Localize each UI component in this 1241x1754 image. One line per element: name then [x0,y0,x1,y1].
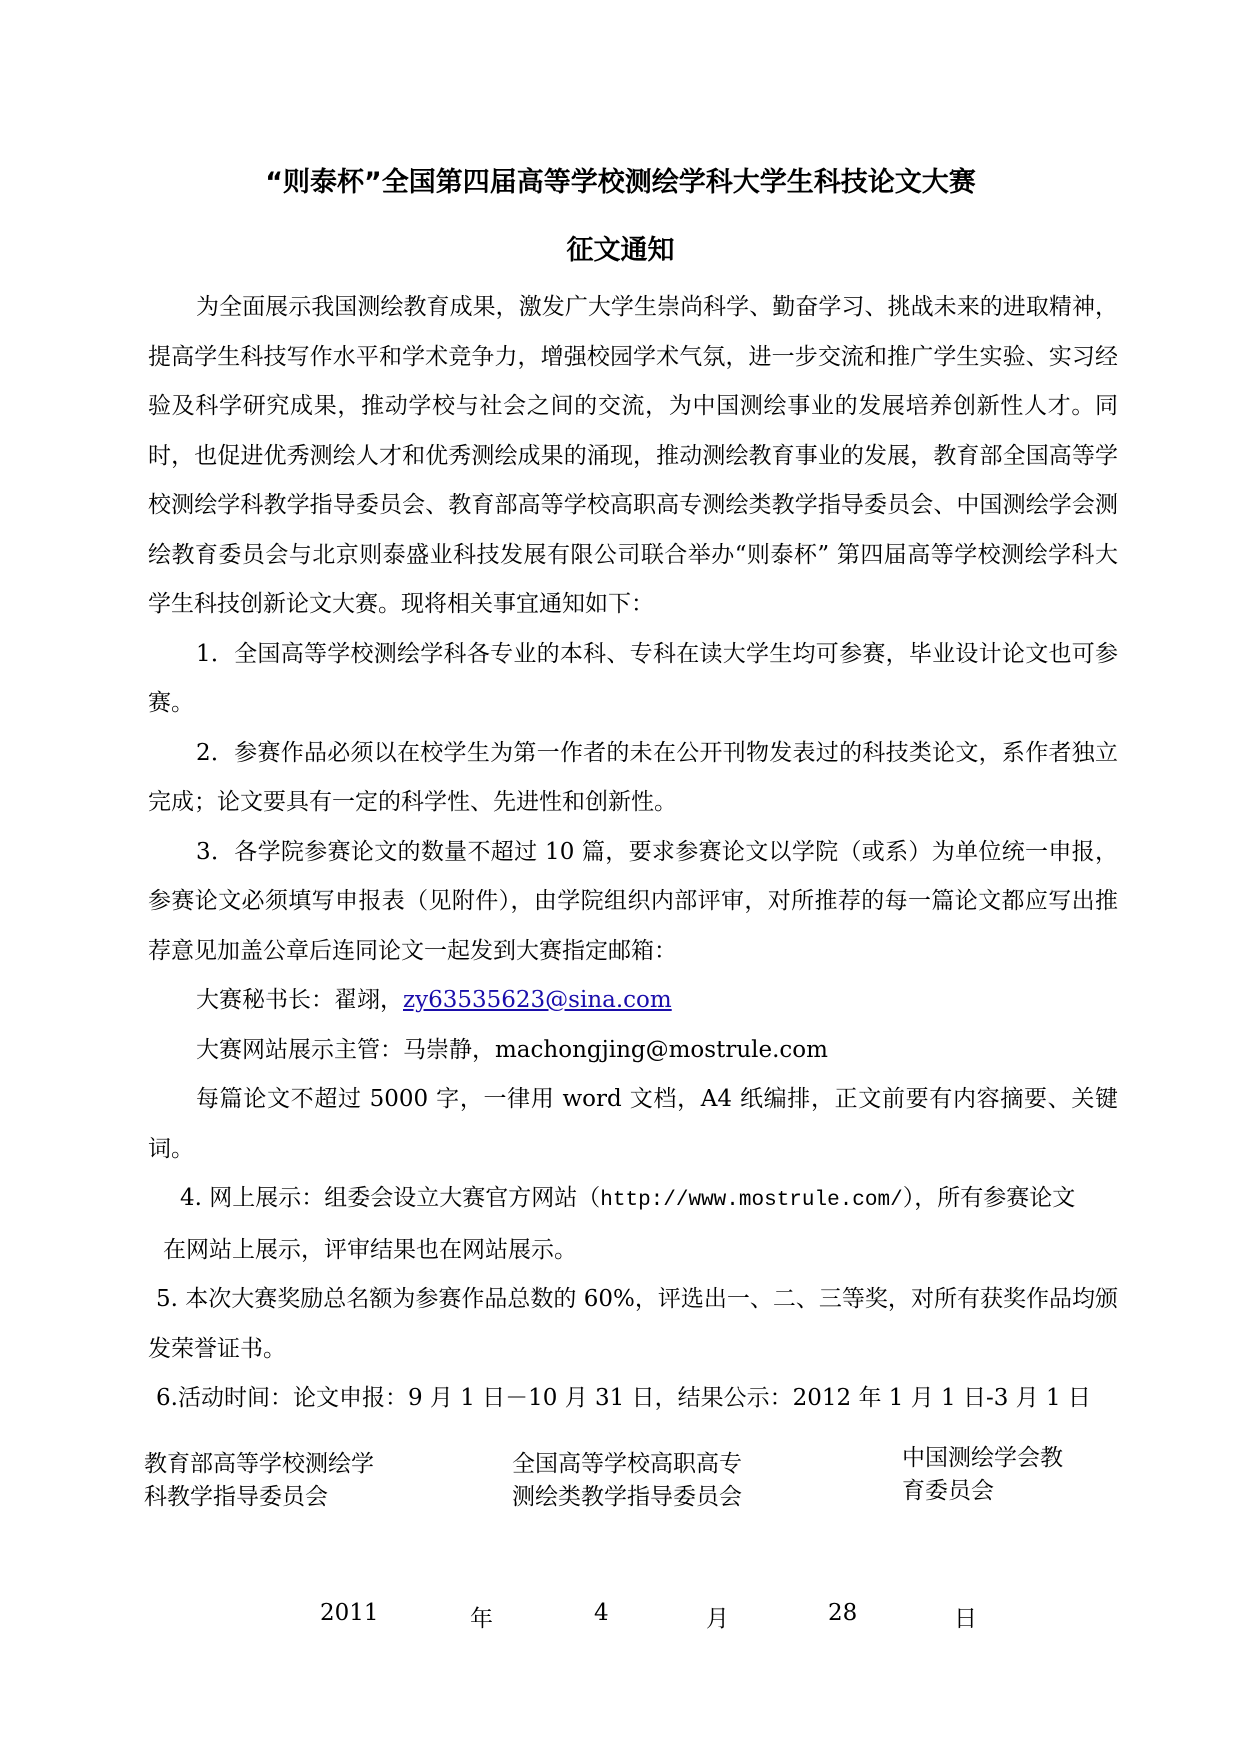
signature-3 [902,1442,1162,1508]
date-year: 2011 [320,1600,379,1626]
signature-1-line1: 教育部高等学校测绘学 [144,1451,374,1477]
item-4 [148,1174,1118,1226]
item-6: 6.活动时间：论文申报：9 月 1 日－10 月 31 日，结果公示：2012 年 1 月 1 日-3 月 1 日 [156,1385,1091,1411]
document-subtitle: 征文通知 [566,235,675,266]
signature-1 [144,1448,404,1514]
item-5: 5. 本次大赛奖励总名额为参赛作品总数的 60%，评选出一、二、三等奖，对所有获奖作品均颁发荣誉证书。 [148,1286,1118,1362]
intro-paragraph: 为全面展示我国测绘教育成果，激发广大学生崇尚科学、勤奋学习、挑战未来的进取精神，提高学生科技写作水平和学术竞争力，增强校园学术气氛，进一步交流和推广学生实验、实习经验及科学研究成果，推动学校与社会之间的交流，为中国测绘事业的发展培养创新性人才。同时，也促进优秀测绘人才和优秀测绘成果的涌现，推动测绘教育事业的发展，教育部全国高等学校测绘学科教学指导委员会、教育部高等学校高职高专测绘类教学指导委员会、中国测绘学会测绘教育委员会与北京则泰盛业科技发展有限公司联合举办“则泰杯” 第四届高等学校测绘学科大学生科技创新论文大赛。现将相关事宜通知如下： [148,294,1118,617]
website-manager-line: 大赛网站展示主管：马崇静，machongjing@mostrule.com [196,1036,828,1063]
document-body [148,283,1118,1424]
date-month: 4 [594,1600,609,1626]
date-day-unit: 日 [954,1606,977,1632]
date-year-unit: 年 [470,1606,493,1632]
date-day: 28 [828,1600,858,1626]
secretary-email-link[interactable]: zy63535623@sina.com [403,987,672,1013]
item-4-suffix: ），所有参赛论文 [902,1185,1076,1211]
website-url: http://www.mostrule.com/ [600,1189,903,1212]
item-1: 1．全国高等学校测绘学科各专业的本科、专科在读大学生均可参赛，毕业设计论文也可参赛。 [148,640,1118,716]
length-rule: 每篇论文不超过 5000 字，一律用 word 文档，A4 纸编排，正文前要有内容摘要、关键词。 [148,1086,1118,1162]
signature-2 [512,1448,772,1514]
item-4-line2: 在网站上展示，评审结果也在网站展示。 [163,1236,577,1263]
secretary-line [148,976,1118,1026]
item-2: 2．参赛作品必须以在校学生为第一作者的未在公开刊物发表过的科技类论文，系作者独立完成；论文要具有一定的科学性、先进性和创新性。 [148,739,1118,815]
signature-2-line1: 全国高等学校高职高专 [512,1451,742,1477]
document-title: “则泰杯”全国第四届高等学校测绘学科大学生科技论文大赛 [265,167,976,198]
signature-1-line2: 科教学指导委员会 [144,1484,328,1510]
signature-3-line2: 育委员会 [902,1478,994,1504]
secretary-label: 大赛秘书长：翟翊， [196,987,403,1013]
signature-2-line2: 测绘类教学指导委员会 [512,1484,742,1510]
signature-3-line1: 中国测绘学会教 [902,1445,1063,1471]
item-4-prefix: 4. 网上展示：组委会设立大赛官方网站（ [180,1185,601,1211]
date-month-unit: 月 [706,1606,729,1632]
item-3: 3．各学院参赛论文的数量不超过 10 篇，要求参赛论文以学院（或系）为单位统一申报， 参赛论文必须填写申报表（见附件），由学院组织内部评审，对所推荐的每一篇论文都应写出推荐意见加盖公章后连同论文一起发到大赛指定邮箱： [148,838,1118,964]
